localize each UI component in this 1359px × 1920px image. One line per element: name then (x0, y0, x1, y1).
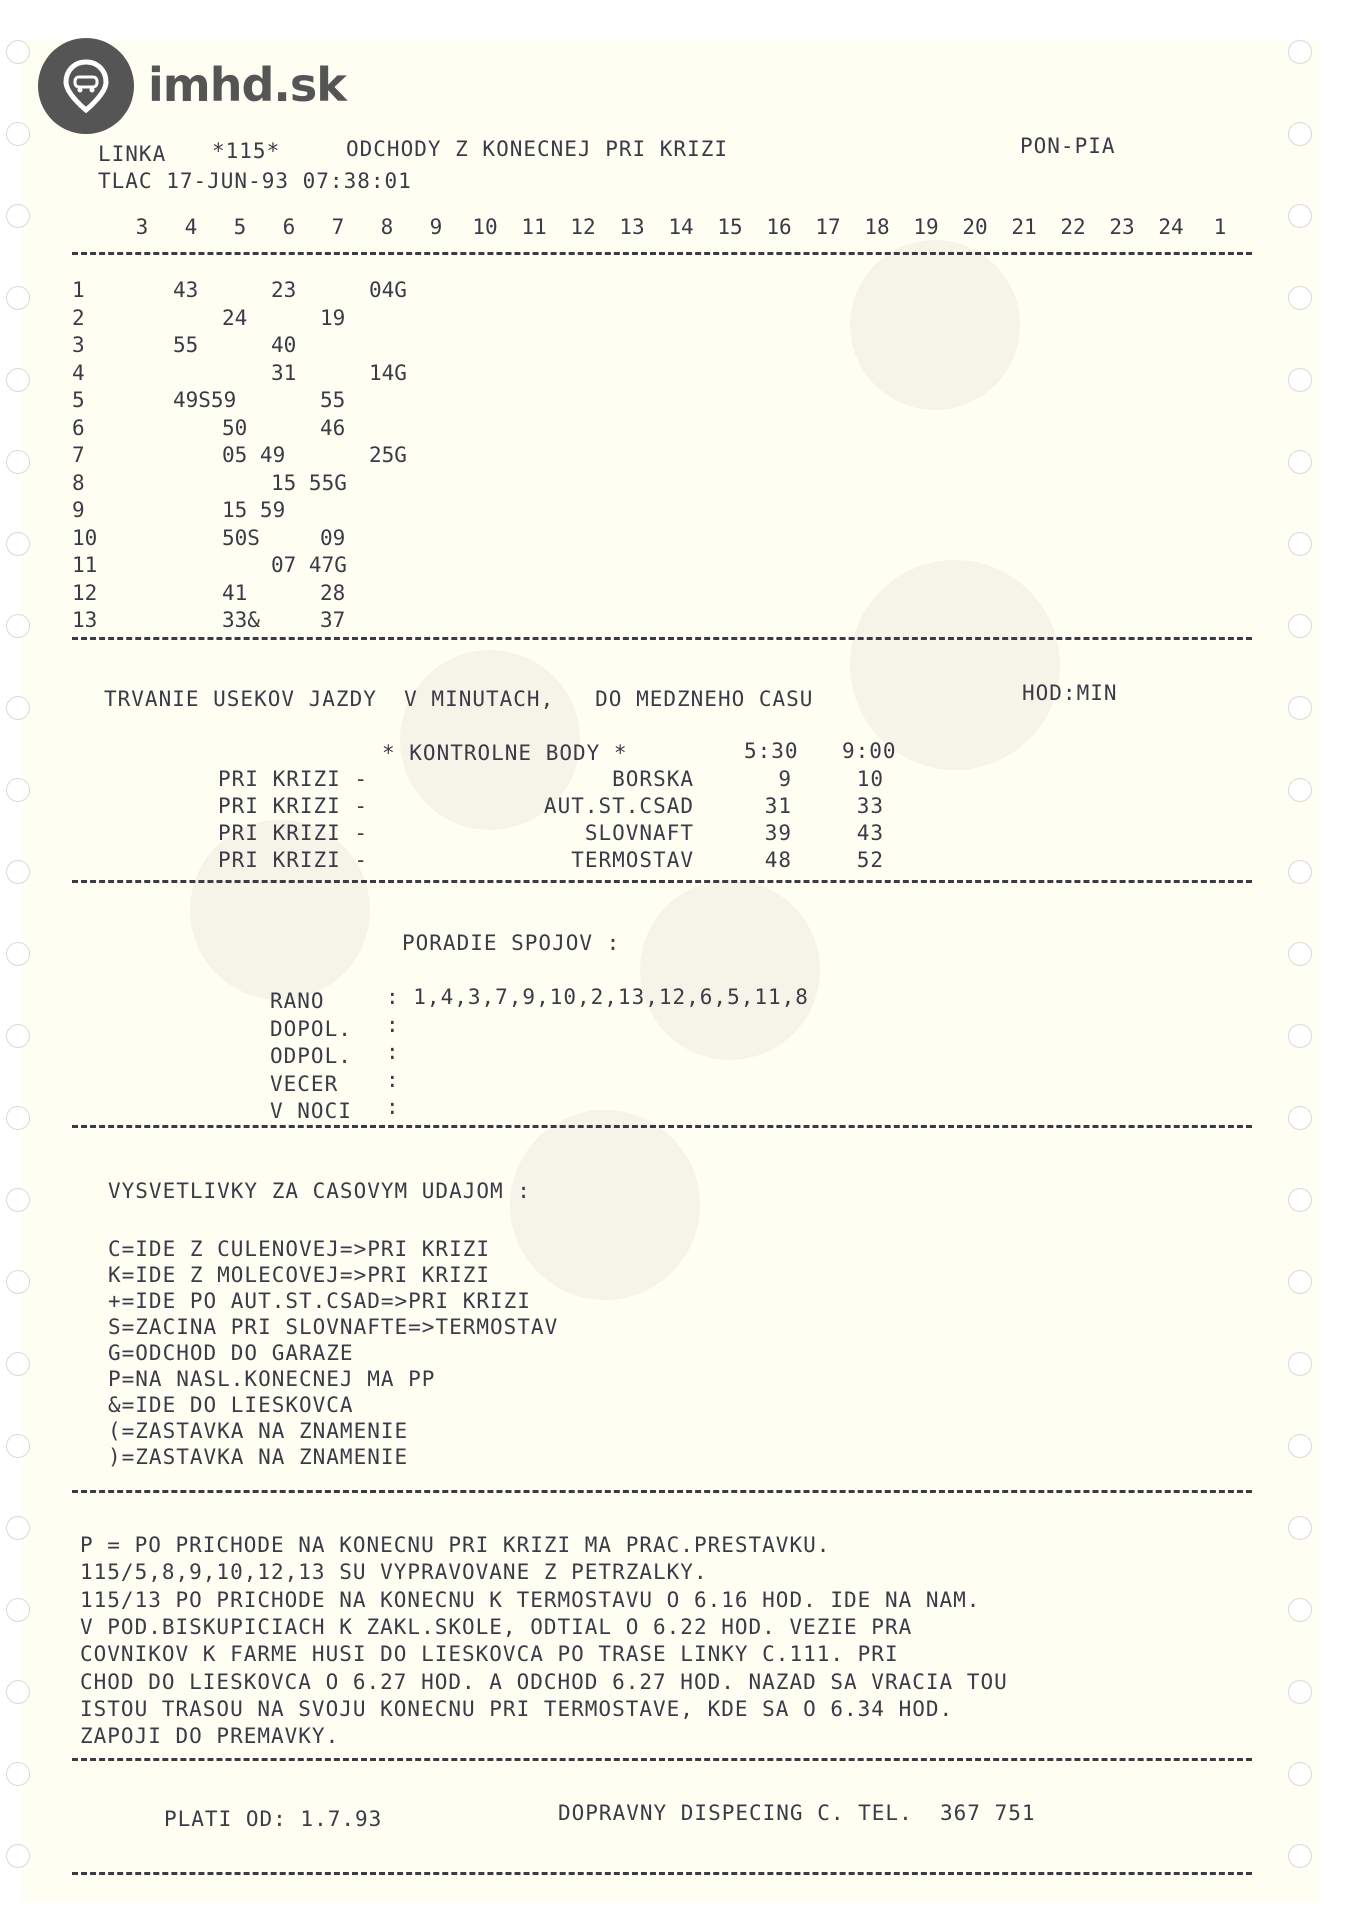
note-line: CHOD DO LIESKOVCA O 6.27 HOD. A ODCHOD 6.27 HOD. NAZAD SA VRACIA TOU (80, 1669, 1008, 1694)
legend-item: S=ZACINA PRI SLOVNAFTE=>TERMOSTAV (108, 1315, 559, 1339)
hour-header: 8 (380, 215, 394, 239)
divider (72, 1490, 1252, 1493)
hour-header: 12 (570, 215, 596, 239)
note-line: 115/5,8,9,10,12,13 SU VYPRAVOVANE Z PETRZALKY. (80, 1560, 708, 1585)
period-label: V NOCI (270, 1099, 352, 1123)
hour-header: 3 (135, 215, 149, 239)
checkpoints-header: * KONTROLNE BODY * (382, 741, 628, 765)
departure-minutes: 04G (369, 278, 407, 302)
segment-origin: PRI KRIZI - (218, 848, 369, 872)
hour-header: 16 (766, 215, 792, 239)
valid-from: PLATI OD: 1.7.93 (164, 1807, 383, 1831)
duration-early: 9 (778, 767, 792, 791)
duration-late: 33 (856, 794, 884, 818)
divider (72, 1125, 1252, 1128)
hour-header: 19 (913, 215, 939, 239)
duration-late: 10 (856, 767, 884, 791)
perforation-hole (6, 40, 30, 64)
perforation-hole (1288, 1434, 1312, 1458)
perforation-hole (6, 860, 30, 884)
segment-origin: PRI KRIZI - (218, 821, 369, 845)
note-line: 115/13 PO PRICHODE NA KONECNU K TERMOSTAVU O 6.16 HOD. IDE NA NAM. (80, 1587, 981, 1612)
perforation-hole (1288, 286, 1312, 310)
run-number: 6 (72, 415, 85, 440)
run-number: 12 (72, 580, 98, 605)
divider (72, 1758, 1252, 1761)
legend-item: &=IDE DO LIESKOVCA (108, 1393, 354, 1417)
divider (72, 1872, 1252, 1875)
perforation-hole (1288, 1270, 1312, 1294)
perforation-hole (6, 450, 30, 474)
note-line: P = PO PRICHODE NA KONECNU PRI KRIZI MA PRAC.PRESTAVKU. (80, 1533, 831, 1557)
legend-item: )=ZASTAVKA NA ZNAMENIE (108, 1445, 409, 1469)
hour-header: 21 (1011, 215, 1037, 239)
departure-minutes: 55 (173, 333, 199, 357)
perforation-hole (6, 286, 30, 310)
run-number: 5 (72, 388, 85, 412)
time-band-2: 9:00 (842, 739, 897, 763)
duration-early: 39 (764, 821, 792, 845)
run-number: 3 (72, 333, 85, 357)
note-line: COVNIKOV K FARME HUSI DO LIESKOVCA PO TRASE LINKY C.111. PRI (80, 1642, 899, 1667)
legend-item: (=ZASTAVKA NA ZNAMENIE (108, 1419, 409, 1443)
perforation-hole (6, 1188, 30, 1212)
perforation-hole (6, 1762, 30, 1786)
perforation-hole (1288, 1680, 1312, 1704)
period-sequence: : (386, 1095, 400, 1119)
checkpoint-name: AUT.ST.CSAD (543, 794, 694, 818)
perforation-hole (6, 1106, 30, 1130)
page-title: ODCHODY Z KONECNEJ PRI KRIZI (346, 137, 729, 161)
run-number: 11 (72, 553, 98, 577)
perforation-hole (6, 368, 30, 392)
departure-minutes: 33& (222, 608, 260, 632)
checkpoint-name: TERMOSTAV (571, 848, 694, 872)
perforation-hole (1288, 1598, 1312, 1622)
hour-header: 22 (1060, 215, 1086, 239)
departure-minutes: 37 (320, 608, 346, 632)
hour-header: 11 (521, 215, 547, 239)
segment-origin: PRI KRIZI - (218, 794, 369, 818)
logo-pin-icon (38, 38, 134, 134)
legend-title: VYSVETLIVKY ZA CASOVYM UDAJOM : (108, 1179, 531, 1203)
checkpoint-name: BORSKA (612, 767, 694, 791)
duration-late: 52 (856, 848, 884, 872)
run-number: 1 (72, 278, 85, 302)
perforation-hole (1288, 1188, 1312, 1212)
perforation-hole (6, 1598, 30, 1622)
dispatch-contact: DOPRAVNY DISPECING C. TEL. 367 751 (558, 1801, 1036, 1825)
departure-minutes: 24 (222, 305, 248, 330)
departure-minutes: 15 55G (271, 470, 347, 495)
divider (72, 637, 1252, 640)
departure-minutes: 09 (320, 525, 346, 550)
watermark-logo (850, 240, 1020, 410)
duration-early: 31 (764, 794, 792, 818)
perforation-hole (6, 122, 30, 146)
departure-minutes: 25G (369, 443, 407, 467)
hours-header (0, 215, 1300, 241)
departure-minutes: 49S59 (173, 388, 237, 412)
departure-minutes: 50 (222, 415, 248, 440)
departure-minutes: 23 (271, 278, 297, 302)
departure-minutes: 50S (222, 525, 260, 550)
perforation-hole (1288, 368, 1312, 392)
perforation-hole (6, 1352, 30, 1376)
durations-title: TRVANIE USEKOV JAZDY V MINUTACH, DO MEDZNEHO CASU (104, 687, 814, 711)
departure-minutes: 15 59 (222, 498, 286, 522)
perforation-hole (6, 1024, 30, 1048)
watermark-logo (510, 1110, 700, 1300)
hour-header: 17 (815, 215, 841, 239)
legend-item: C=IDE Z CULENOVEJ=>PRI KRIZI (108, 1237, 491, 1261)
divider (72, 252, 1252, 255)
perforation-hole (6, 614, 30, 638)
note-line: V POD.BISKUPICIACH K ZAKL.SKOLE, ODTIAL O 6.22 HOD. VEZIE PRA (80, 1614, 913, 1639)
perforation-hole (6, 696, 30, 720)
period-sequence: : (386, 1040, 400, 1064)
hour-header: 18 (864, 215, 890, 239)
perforation-hole (6, 1270, 30, 1294)
hour-header: 23 (1109, 215, 1135, 239)
perforation-hole (1288, 1024, 1312, 1048)
hour-header: 7 (331, 215, 345, 239)
run-number: 2 (72, 305, 85, 330)
line-label: LINKA (98, 142, 167, 166)
departure-minutes: 40 (271, 333, 297, 357)
period-label: DOPOL. (270, 1016, 352, 1041)
perforation-hole (1288, 40, 1312, 64)
hour-header: 4 (184, 215, 198, 239)
divider (72, 880, 1252, 883)
line-number: *115* (212, 139, 281, 163)
departure-minutes: 07 47G (271, 553, 347, 577)
perforation-hole (1288, 614, 1312, 638)
perforation-hole (1288, 532, 1312, 556)
watermark-logo (640, 880, 820, 1060)
duration-late: 43 (856, 821, 884, 845)
perforation-hole (6, 942, 30, 966)
departure-minutes: 05 49 (222, 443, 286, 467)
departure-minutes: 46 (320, 415, 346, 440)
departure-minutes: 14G (369, 360, 407, 385)
period-label: VECER (270, 1071, 339, 1096)
run-number: 4 (72, 360, 85, 385)
period-label: ODPOL. (270, 1044, 352, 1068)
segment-origin: PRI KRIZI - (218, 767, 369, 791)
brand-name: imhd.sk (148, 58, 346, 112)
perforation-hole (1288, 1516, 1312, 1540)
legend-item: P=NA NASL.KONECNEJ MA PP (108, 1367, 436, 1391)
run-number: 9 (72, 498, 85, 522)
period-label: RANO (270, 989, 325, 1013)
perforation-hole (1288, 1106, 1312, 1130)
durations-unit: HOD:MIN (1022, 681, 1118, 705)
hour-header: 20 (962, 215, 988, 239)
period-sequence: : 1,4,3,7,9,10,2,13,12,6,5,11,8 (386, 985, 809, 1009)
perforation-hole (6, 1516, 30, 1540)
run-number: 10 (72, 525, 98, 550)
hour-header: 9 (429, 215, 443, 239)
run-number: 8 (72, 470, 85, 495)
perforation-left (0, 0, 40, 1920)
hour-header: 1 (1213, 215, 1227, 239)
perforation-hole (1288, 1844, 1312, 1868)
order-title: PORADIE SPOJOV : (402, 931, 621, 955)
hour-header: 5 (233, 215, 247, 239)
hour-header: 24 (1158, 215, 1184, 239)
departure-minutes: 19 (320, 305, 346, 330)
duration-early: 48 (764, 848, 792, 872)
perforation-hole (1288, 942, 1312, 966)
run-number: 7 (72, 443, 85, 467)
hour-header: 13 (619, 215, 645, 239)
legend-item: G=ODCHOD DO GARAZE (108, 1341, 354, 1365)
note-line: ISTOU TRASOU NA SVOJU KONECNU PRI TERMOSTAVE, KDE SA O 6.34 HOD. (80, 1696, 954, 1721)
perforation-hole (1288, 1762, 1312, 1786)
perforation-hole (6, 1844, 30, 1868)
hour-header: 14 (668, 215, 694, 239)
checkpoint-name: SLOVNAFT (584, 821, 694, 845)
perforation-hole (1288, 696, 1312, 720)
perforation-hole (6, 1680, 30, 1704)
departure-minutes: 31 (271, 360, 297, 385)
days-label: PON-PIA (1020, 134, 1116, 158)
perforation-hole (1288, 778, 1312, 802)
period-sequence: : (386, 1067, 400, 1092)
perforation-hole (6, 532, 30, 556)
legend-item: +=IDE PO AUT.ST.CSAD=>PRI KRIZI (108, 1289, 531, 1313)
perforation-hole (1288, 450, 1312, 474)
time-band-1: 5:30 (744, 739, 799, 763)
departure-minutes: 55 (320, 388, 346, 412)
period-sequence: : (386, 1012, 400, 1037)
print-timestamp: TLAC 17-JUN-93 07:38:01 (98, 169, 412, 193)
legend-item: K=IDE Z MOLECOVEJ=>PRI KRIZI (108, 1263, 491, 1287)
watermark-logo (190, 820, 370, 1000)
perforation-hole (6, 778, 30, 802)
perforation-right (1278, 0, 1318, 1920)
hour-header: 6 (282, 215, 296, 239)
perforation-hole (1288, 1352, 1312, 1376)
run-number: 13 (72, 608, 98, 632)
departure-minutes: 41 (222, 580, 248, 605)
hour-header: 15 (717, 215, 743, 239)
perforation-hole (1288, 860, 1312, 884)
note-line: ZAPOJI DO PREMAVKY. (80, 1724, 340, 1749)
perforation-hole (1288, 122, 1312, 146)
departure-minutes: 28 (320, 580, 346, 605)
departure-minutes: 43 (173, 278, 199, 302)
perforation-hole (6, 1434, 30, 1458)
hour-header: 10 (472, 215, 498, 239)
